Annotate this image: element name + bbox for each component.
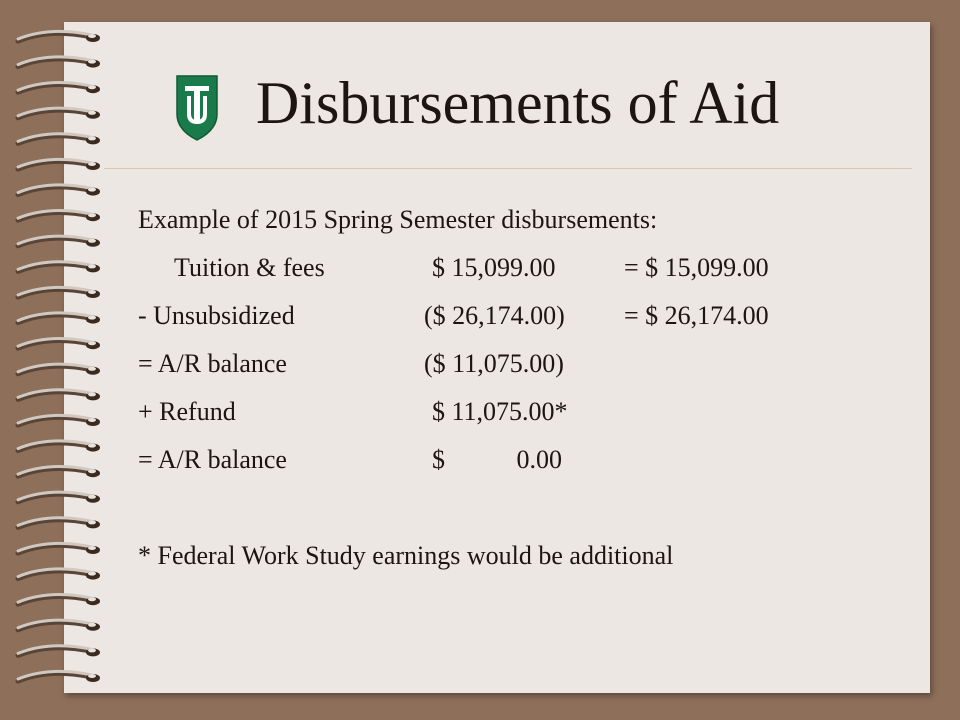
intro-text: Example of 2015 Spring Semester disbursements: bbox=[138, 205, 658, 234]
binding-ring bbox=[18, 518, 100, 529]
row-amount: $ 11,075.00* bbox=[432, 397, 568, 426]
binding-ring bbox=[18, 595, 100, 606]
row-label: - Unsubsidized bbox=[138, 301, 295, 330]
spiral-binding bbox=[0, 0, 130, 720]
binding-ring bbox=[18, 31, 100, 42]
row-amount: ($ 26,174.00) bbox=[424, 301, 565, 330]
binding-ring bbox=[18, 620, 100, 631]
row-label: = A/R balance bbox=[138, 349, 287, 378]
binding-ring bbox=[18, 134, 100, 145]
binding-ring bbox=[18, 236, 100, 247]
binding-ring bbox=[18, 185, 100, 196]
slide-title: Disbursements of Aid bbox=[256, 70, 780, 136]
binding-ring bbox=[18, 671, 100, 682]
binding-ring bbox=[18, 467, 100, 478]
slide-page bbox=[64, 22, 930, 693]
tulane-tu-shield-icon bbox=[175, 74, 219, 142]
binding-ring bbox=[18, 441, 100, 452]
row-label: + Refund bbox=[138, 397, 236, 426]
row-amount: $ 0.00 bbox=[432, 445, 562, 474]
binding-ring bbox=[18, 83, 100, 94]
binding-ring bbox=[18, 339, 100, 350]
binding-ring bbox=[18, 287, 100, 298]
row-amount: $ 15,099.00 bbox=[432, 253, 556, 282]
binding-ring bbox=[18, 313, 100, 324]
title-area bbox=[64, 22, 930, 172]
binding-ring bbox=[18, 646, 100, 657]
binding-ring bbox=[18, 262, 100, 273]
row-total: = $ 26,174.00 bbox=[624, 301, 769, 330]
footnote bbox=[138, 541, 673, 571]
row-label: Tuition & fees bbox=[174, 253, 325, 282]
binding-ring bbox=[18, 108, 100, 119]
binding-ring bbox=[18, 415, 100, 426]
intro-line bbox=[138, 205, 657, 235]
row-total: = $ 15,099.00 bbox=[624, 253, 769, 282]
binding-ring bbox=[18, 543, 100, 554]
binding-ring bbox=[18, 211, 100, 222]
binding-ring bbox=[18, 364, 100, 375]
binding-ring bbox=[18, 569, 100, 580]
binding-ring bbox=[18, 57, 100, 68]
binding-ring bbox=[18, 492, 100, 503]
binding-ring bbox=[18, 390, 100, 401]
title-divider bbox=[104, 168, 912, 169]
row-amount: ($ 11,075.00) bbox=[424, 349, 564, 378]
footnote-text: * Federal Work Study earnings would be additional bbox=[138, 541, 674, 570]
binding-ring bbox=[18, 159, 100, 170]
row-label: = A/R balance bbox=[138, 445, 287, 474]
